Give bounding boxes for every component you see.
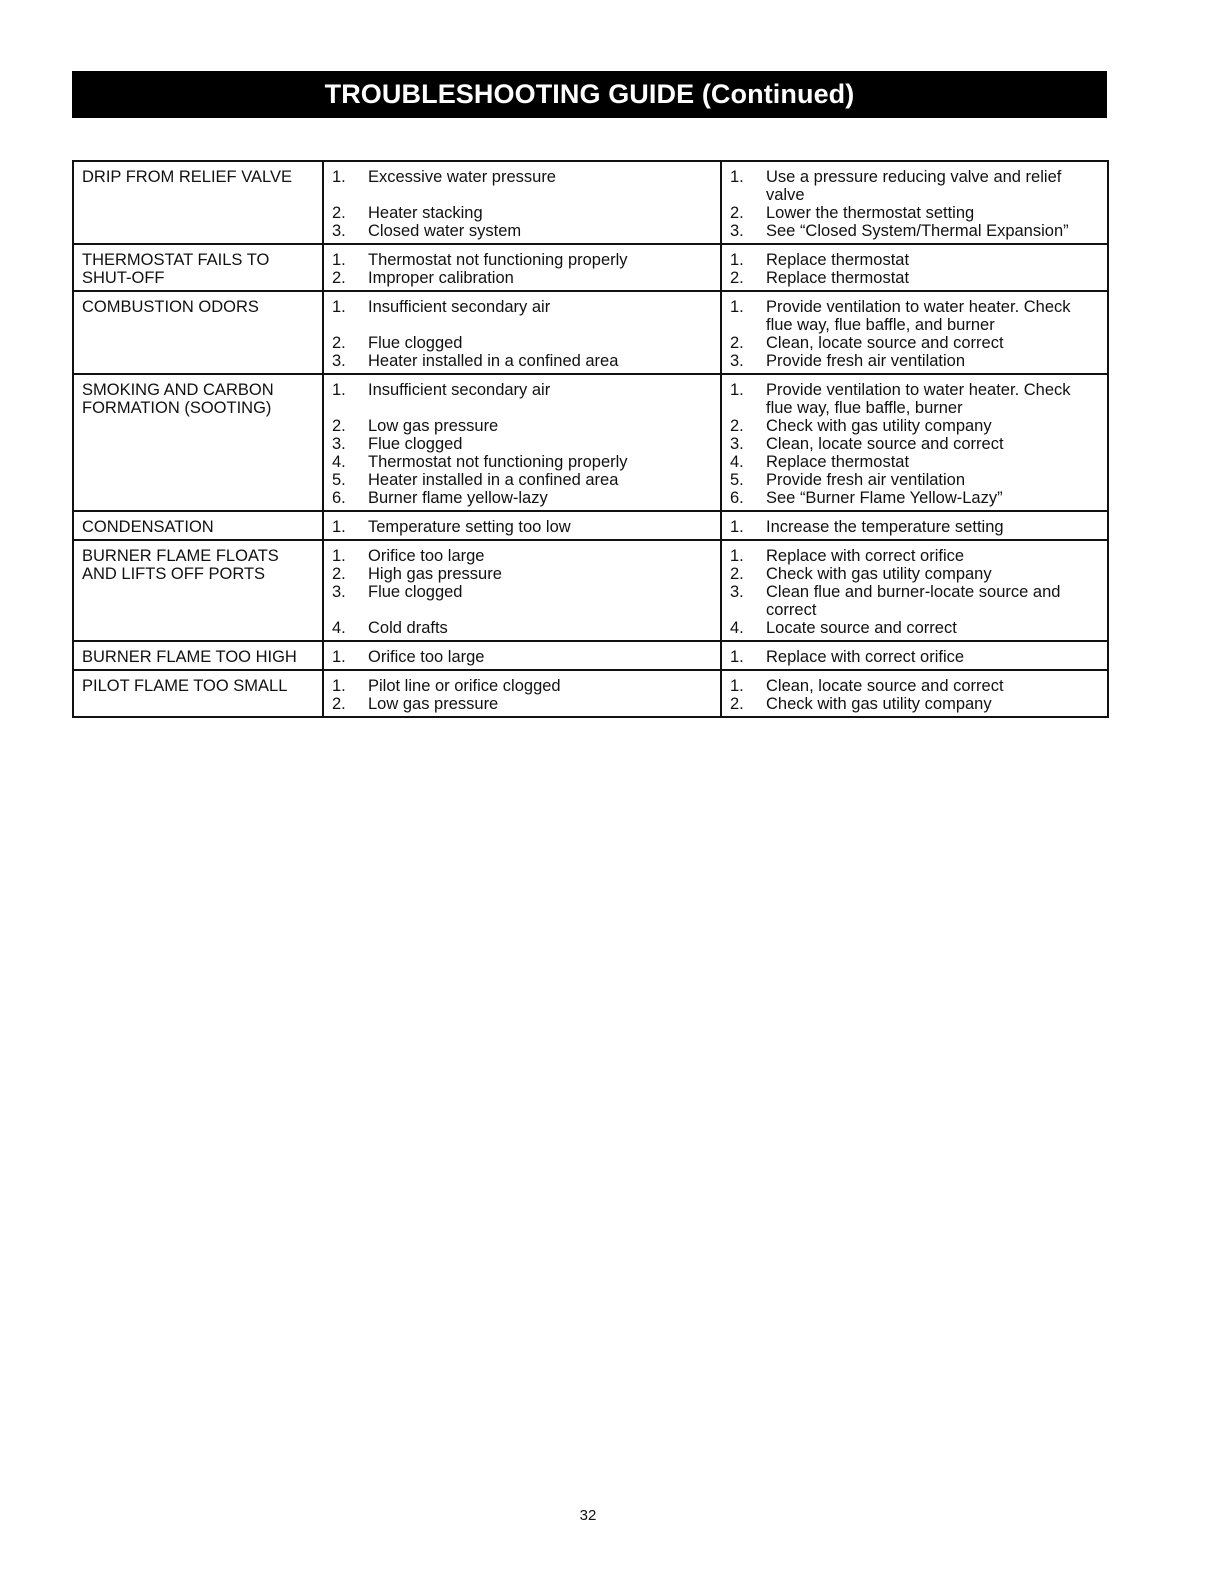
table-row [73, 291, 1108, 374]
solution-cell [721, 244, 1108, 291]
item-number: 3. [730, 352, 744, 370]
solution-item [730, 269, 1099, 287]
cause-item [332, 168, 712, 186]
solution-item [730, 222, 1099, 240]
solution-text: Replace with correct orifice [766, 547, 965, 565]
solution-text: Clean, locate source and correct [766, 334, 1004, 352]
problem-text: THERMOSTAT FAILS TO SHUT-OFF [82, 251, 270, 287]
solution-text: Clean, locate source and correct [766, 677, 1004, 695]
cause-item [332, 417, 712, 435]
solution-text: Provide fresh air ventilation [766, 352, 966, 370]
solution-text: See “Closed System/Thermal Expansion” [766, 222, 1069, 240]
item-number: 3. [730, 222, 744, 240]
solution-item [730, 352, 1099, 370]
item-number: 1. [332, 547, 346, 565]
problem-text: COMBUSTION ODORS [82, 298, 259, 316]
cause-text: High gas pressure [368, 565, 502, 583]
cause-item [332, 471, 712, 489]
cause-text: Orifice too large [368, 547, 485, 565]
cause-text: Orifice too large [368, 648, 485, 666]
solution-text: Provide ventilation to water heater. Check flue way, flue baffle, burner [766, 381, 1071, 417]
solution-text: Increase the temperature setting [766, 518, 1004, 536]
problem-cell [73, 374, 323, 511]
problem-text: DRIP FROM RELIEF VALVE [82, 168, 292, 186]
problem-cell [73, 511, 323, 540]
cause-text: Low gas pressure [368, 695, 499, 713]
solution-item [730, 204, 1099, 222]
problem-cell [73, 244, 323, 291]
cause-item [332, 453, 712, 471]
solution-text: Replace thermostat [766, 269, 910, 287]
solution-text: See “Burner Flame Yellow-Lazy” [766, 489, 1003, 507]
cause-item [332, 298, 712, 316]
solution-item [730, 677, 1099, 695]
solution-text: Locate source and correct [766, 619, 957, 637]
page-title: TROUBLESHOOTING GUIDE (Continued) [324, 79, 855, 109]
cause-text: Excessive water pressure [368, 168, 556, 186]
cause-text: Flue clogged [368, 583, 463, 601]
solution-text: Use a pressure reducing valve and relief valve [766, 168, 1062, 204]
troubleshooting-table [72, 160, 1109, 718]
problem-text: BURNER FLAME FLOATS AND LIFTS OFF PORTS [82, 547, 279, 583]
item-number: 1. [730, 381, 744, 399]
solution-text: Provide ventilation to water heater. Check flue way, flue baffle, and burner [766, 298, 1071, 334]
solution-item [730, 583, 1099, 619]
cause-item [332, 269, 712, 287]
cause-item [332, 547, 712, 565]
solution-item [730, 565, 1099, 583]
item-number: 1. [730, 677, 744, 695]
item-number: 1. [332, 381, 346, 399]
table-row [73, 374, 1108, 511]
item-number: 2. [730, 269, 744, 287]
solution-text: Replace thermostat [766, 453, 910, 471]
item-number: 5. [332, 471, 346, 489]
item-number: 3. [730, 583, 744, 601]
cause-item [332, 677, 712, 695]
cause-text: Improper calibration [368, 269, 514, 287]
item-number: 3. [332, 583, 346, 601]
item-number: 3. [730, 435, 744, 453]
cause-item [332, 222, 712, 240]
cause-text: Closed water system [368, 222, 522, 240]
solution-text: Lower the thermostat setting [766, 204, 975, 222]
cause-cell [323, 670, 721, 717]
solution-text: Check with gas utility company [766, 695, 992, 713]
item-number: 2. [332, 204, 346, 222]
item-number: 6. [730, 489, 744, 507]
item-number: 2. [730, 695, 744, 713]
cause-cell [323, 511, 721, 540]
problem-text: SMOKING AND CARBON FORMATION (SOOTING) [82, 381, 274, 417]
cause-cell [323, 374, 721, 511]
item-number: 5. [730, 471, 744, 489]
solution-text: Clean flue and burner-locate source and correct [766, 583, 1061, 619]
cause-item [332, 204, 712, 222]
table-row [73, 511, 1108, 540]
problem-cell [73, 161, 323, 244]
item-number: 1. [332, 677, 346, 695]
cause-cell [323, 641, 721, 670]
item-number: 1. [730, 168, 744, 186]
solution-item [730, 695, 1099, 713]
cause-text: Temperature setting too low [368, 518, 571, 536]
solution-item [730, 417, 1099, 435]
solution-cell [721, 641, 1108, 670]
cause-cell [323, 291, 721, 374]
solution-item [730, 334, 1099, 352]
cause-text: Pilot line or orifice clogged [368, 677, 561, 695]
solution-item [730, 298, 1099, 334]
cause-cell [323, 161, 721, 244]
solution-text: Check with gas utility company [766, 417, 992, 435]
solution-text: Clean, locate source and correct [766, 435, 1004, 453]
item-number: 1. [332, 251, 346, 269]
item-number: 1. [332, 168, 346, 186]
cause-item [332, 435, 712, 453]
problem-cell [73, 540, 323, 641]
problem-text: CONDENSATION [82, 518, 214, 536]
item-number: 1. [332, 518, 346, 536]
cause-cell [323, 540, 721, 641]
item-number: 4. [332, 619, 346, 637]
cause-text: Heater installed in a confined area [368, 471, 619, 489]
page-number: 32 [579, 1507, 597, 1524]
cause-text: Thermostat not functioning properly [368, 251, 628, 269]
table-row [73, 161, 1108, 244]
solution-text: Replace with correct orifice [766, 648, 965, 666]
solution-item [730, 648, 1099, 666]
item-number: 1. [730, 298, 744, 316]
solution-cell [721, 540, 1108, 641]
cause-item [332, 334, 712, 352]
cause-text: Insufficient secondary air [368, 298, 551, 316]
cause-item [332, 619, 712, 637]
cause-text: Heater stacking [368, 204, 483, 222]
cause-item [332, 648, 712, 666]
item-number: 3. [332, 352, 346, 370]
solution-cell [721, 161, 1108, 244]
cause-text: Insufficient secondary air [368, 381, 551, 399]
item-number: 6. [332, 489, 346, 507]
cause-text: Flue clogged [368, 334, 463, 352]
cause-item [332, 489, 712, 507]
solution-item [730, 619, 1099, 637]
solution-text: Check with gas utility company [766, 565, 992, 583]
cause-item [332, 583, 712, 601]
page-title-banner [72, 71, 1107, 118]
solution-text: Provide fresh air ventilation [766, 471, 966, 489]
solution-item [730, 489, 1099, 507]
item-number: 2. [730, 334, 744, 352]
cause-text: Low gas pressure [368, 417, 499, 435]
solution-cell [721, 374, 1108, 511]
cause-cell [323, 244, 721, 291]
solution-item [730, 471, 1099, 489]
item-number: 1. [332, 648, 346, 666]
solution-item [730, 435, 1099, 453]
cause-item [332, 352, 712, 370]
problem-cell [73, 670, 323, 717]
solution-text: Replace thermostat [766, 251, 910, 269]
problem-text: PILOT FLAME TOO SMALL [82, 677, 288, 695]
item-number: 2. [730, 565, 744, 583]
solution-item [730, 518, 1099, 536]
solution-item [730, 168, 1099, 204]
solution-item [730, 381, 1099, 417]
cause-item [332, 565, 712, 583]
item-number: 2. [730, 417, 744, 435]
solution-item [730, 453, 1099, 471]
cause-text: Cold drafts [368, 619, 448, 637]
item-number: 2. [332, 334, 346, 352]
cause-item [332, 695, 712, 713]
solution-item [730, 547, 1099, 565]
item-number: 2. [332, 417, 346, 435]
item-number: 1. [730, 518, 744, 536]
item-number: 3. [332, 435, 346, 453]
item-number: 1. [730, 547, 744, 565]
item-number: 2. [332, 565, 346, 583]
item-number: 4. [730, 619, 744, 637]
problem-cell [73, 641, 323, 670]
table-row [73, 641, 1108, 670]
item-number: 4. [332, 453, 346, 471]
item-number: 2. [730, 204, 744, 222]
item-number: 2. [332, 269, 346, 287]
table-row [73, 244, 1108, 291]
cause-item [332, 381, 712, 399]
item-number: 1. [730, 648, 744, 666]
cause-item [332, 251, 712, 269]
item-number: 3. [332, 222, 346, 240]
cause-text: Flue clogged [368, 435, 463, 453]
cause-item [332, 518, 712, 536]
item-number: 1. [730, 251, 744, 269]
solution-item [730, 251, 1099, 269]
solution-cell [721, 511, 1108, 540]
solution-cell [721, 670, 1108, 717]
problem-text: BURNER FLAME TOO HIGH [82, 648, 297, 666]
cause-text: Burner flame yellow-lazy [368, 489, 548, 507]
item-number: 1. [332, 298, 346, 316]
item-number: 2. [332, 695, 346, 713]
cause-text: Heater installed in a confined area [368, 352, 619, 370]
table-row [73, 540, 1108, 641]
solution-cell [721, 291, 1108, 374]
table-row [73, 670, 1108, 717]
cause-text: Thermostat not functioning properly [368, 453, 628, 471]
problem-cell [73, 291, 323, 374]
item-number: 4. [730, 453, 744, 471]
